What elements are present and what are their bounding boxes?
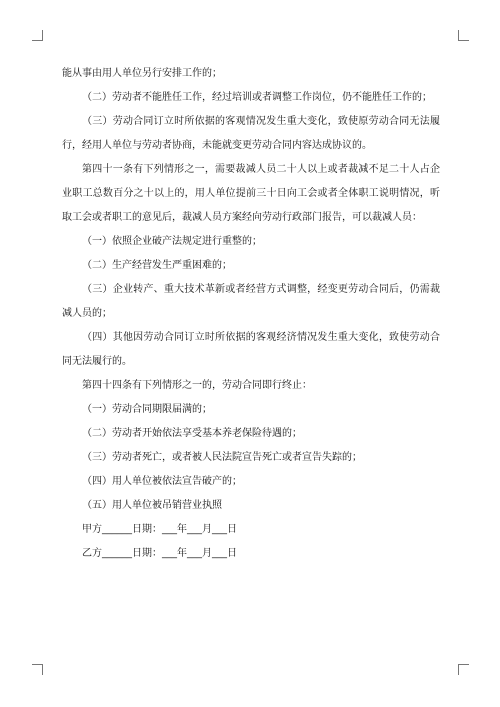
paragraph: （一）依照企业破产法规定进行重整的； <box>82 236 262 247</box>
signature-line-party-b: 乙方______日期：___年___月___日 <box>82 548 237 559</box>
paragraph: （四）其他因劳动合同订立时所依据的客观经济情况发生重大变化，致使劳动合同无法履行的。 <box>62 332 440 367</box>
crop-mark-bottom-left <box>32 664 43 675</box>
paragraph: 第四十一条有下列情形之一，需要裁减人员二十人以上或者裁减不足二十人占企业职工总数百分之十以上的，用人单位提前三十日向工会或者全体职工说明情况，听取工会或者职工的意见后，裁减人员方案经向劳动行政部门报告，可以裁减人员： <box>62 164 440 223</box>
paragraph: （一）劳动合同期限届满的； <box>82 404 212 415</box>
crop-mark-top-left <box>32 30 43 41</box>
crop-mark-top-right <box>458 30 469 41</box>
paragraph: （三）劳动合同订立时所依据的客观情况发生重大变化，致使原劳动合同无法履行，经用人单位与劳动者协商，未能就变更劳动合同内容达成协议的。 <box>62 116 440 151</box>
paragraph: （三）企业转产、重大技术革新或者经营方式调整，经变更劳动合同后，仍需裁减人员的； <box>62 284 440 319</box>
paragraph: 能从事由用人单位另行安排工作的； <box>62 68 222 79</box>
paragraph: （四）用人单位被依法宣告破产的； <box>82 476 242 487</box>
paragraph: （二）劳动者开始依法享受基本养老保险待遇的； <box>82 428 302 439</box>
crop-mark-bottom-right <box>458 664 469 675</box>
signature-line-party-a: 甲方______日期：___年___月___日 <box>82 524 237 535</box>
paragraph: 第四十四条有下列情形之一的，劳动合同即行终止： <box>82 380 312 391</box>
paragraph: （三）劳动者死亡，或者被人民法院宣告死亡或者宣告失踪的； <box>82 452 362 463</box>
paragraph: （二）劳动者不能胜任工作，经过培训或者调整工作岗位，仍不能胜任工作的； <box>82 92 432 103</box>
paragraph: （二）生产经营发生严重困难的； <box>82 260 232 271</box>
paragraph: （五）用人单位被吊销营业执照 <box>82 500 222 511</box>
document-body <box>62 62 440 566</box>
